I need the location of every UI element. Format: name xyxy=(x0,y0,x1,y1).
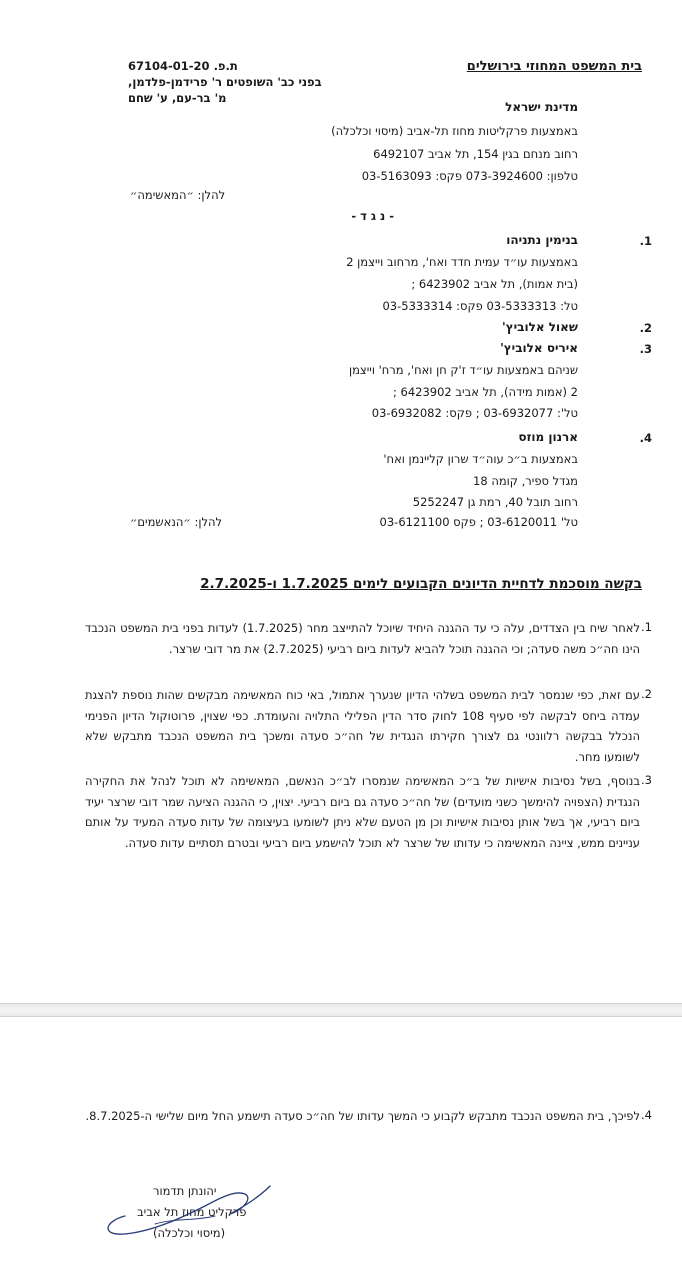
defendant-number: 1. xyxy=(639,234,652,248)
defendant-number: 2. xyxy=(639,321,652,335)
signatory-title: פרקליט מחוז תל אביב xyxy=(137,1205,247,1219)
defendant-address-line: באמצעות ב״כ עוה״ד שרון קליינמן ואח' xyxy=(383,452,578,466)
handwritten-signature xyxy=(95,1176,295,1246)
judges-line-1: בפני כב' השופטים ר' פרידמן-פלדמן, xyxy=(128,75,322,89)
case-number: ת.פ. 67104-01-20 xyxy=(128,59,238,73)
prosecution-label: להלן: ״המאשימה״ xyxy=(130,188,226,202)
paragraph: לפיכך, בית המשפט הנכבד מתבקש לקבוע כי המשך עדותו של חה״כ סעדה תישמע החל מיום שלישי ה-8.7.2025. xyxy=(85,1109,640,1123)
prosecution-line-1: באמצעות פרקליטות מחוז תל-אביב (מיסוי וכלכלה) xyxy=(331,124,578,138)
defendant-address-line: באמצעות עו״ד עמית חדד ואח', מרחוב וייצמן 2 xyxy=(346,255,578,269)
paragraph: לאחר שיח בין הצדדים, עלה כי עד ההגנה היחיד שיוכל להתייצב מחר (1.7.2025) לעדות בפני בית המשפט הנכבד הינו חה״כ משה סעדה; וכי ההגנה תוכל להביא לעדות ביום רביעי (2.7.2025) את מר דובי שרצר. xyxy=(85,621,640,656)
prosecution-name: מדינת ישראל xyxy=(505,100,578,114)
defendant-phone-line: טל: 03-5333313 פקס: 03-5333314 xyxy=(382,299,578,313)
paragraph: עם זאת, כפי שנמסר לבית המשפט בשלהי הדיון שנערך אתמול, באי כוח המאשימה מבקשים שהות נוספת להצגת עמדה ביחס לבקשה לפי סעיף 108 לחוק סדר הדין הפלילי התלויה והעומדת. כפי שצוין, פרוטוקול הדיון הפנימי הנכלל בבקשה רלוונטי גם לצורך חקירתו הנגדית של חה״כ סעדה ומשכך בית המשפט הנכבד מתבקש שלא לשומעו מחר. xyxy=(85,688,640,764)
versus: - נ ג ד - xyxy=(351,209,394,223)
page-break-divider xyxy=(0,1003,682,1017)
defendant-name: איריס אלוביץ' xyxy=(500,341,578,355)
defendant-address-line: רחוב תובל 40, רמת גן 5252247 xyxy=(412,495,578,509)
paragraph-number: 2. xyxy=(641,687,652,701)
defendant-name: שאול אלוביץ' xyxy=(502,320,578,334)
defendant-name: בנימין נתניהו xyxy=(506,233,578,247)
paragraph-number: 1. xyxy=(641,620,652,634)
judges-line-2: מ' בר-עם, ע' שחם xyxy=(128,91,227,105)
paragraph-number: 4. xyxy=(641,1108,652,1122)
signatory-name: יהונתן תדמור xyxy=(153,1184,217,1198)
prosecution-line-2: רחוב מנחם בגין 154, תל אביב 6492107 xyxy=(373,147,578,161)
defendant-address-line: שניהם באמצעות עו״ד ז'ק חן ואח', מרח' וייצמן xyxy=(348,363,578,377)
document-title: בקשה מוסכמת לדחיית הדיונים הקבועים לימים 1.7.2025 ו-2.7.2025 xyxy=(200,576,642,592)
defendant-address-line: 2 (אמות מידה), תל אביב 6423902 ; xyxy=(393,385,578,399)
defendant-number: 4. xyxy=(639,431,652,445)
defendant-phone-line: טל' 03-6120011 ; פקס 03-6121100 xyxy=(379,515,578,529)
defendant-name: ארנון מוזס xyxy=(518,430,578,444)
paragraph-number: 3. xyxy=(641,773,652,787)
defendant-address-line: מגדל ספיר, קומה 18 xyxy=(473,474,578,488)
court-name: בית המשפט המחוזי בירושלים xyxy=(466,59,642,74)
defendant-number: 3. xyxy=(639,342,652,356)
defendants-label: להלן: ״הנאשמים״ xyxy=(130,515,223,529)
prosecution-line-3: טלפון: 073-3924600 פקס: 03-5163093 xyxy=(361,169,578,183)
paragraph: בנוסף, בשל נסיבות אישיות של ב״כ המאשימה שנמסרו לב״כ הנאשם, המאשימה לא תוכל לנהל את החקירה הנגדית (הצפויה להימשך כשני מועדים) של חה״כ סעדה גם ביום רביעי. יצוין, כי ההגנה הציעה שמר דובי שרצר יעיד ביום רביעי, אך בשל אותן נסיבות אישיות וכן מן הטעם שלא ניתן לשומעו בעיצומה של עדות סעדה המעיד על אותם עניינים ממש, ציינה המאשימה כי עדותו של שרצר לא תוכל להישמע ביום רביעי ובטרם תסתיים עדות סעדה. xyxy=(85,774,640,850)
defendant-phone-line: טל': 03-6932077 ; פקס: 03-6932082 xyxy=(371,406,578,420)
defendant-address-line: (בית אמות), תל אביב 6423902 ; xyxy=(411,277,578,291)
signatory-department: (מיסוי וכלכלה) xyxy=(153,1226,226,1240)
